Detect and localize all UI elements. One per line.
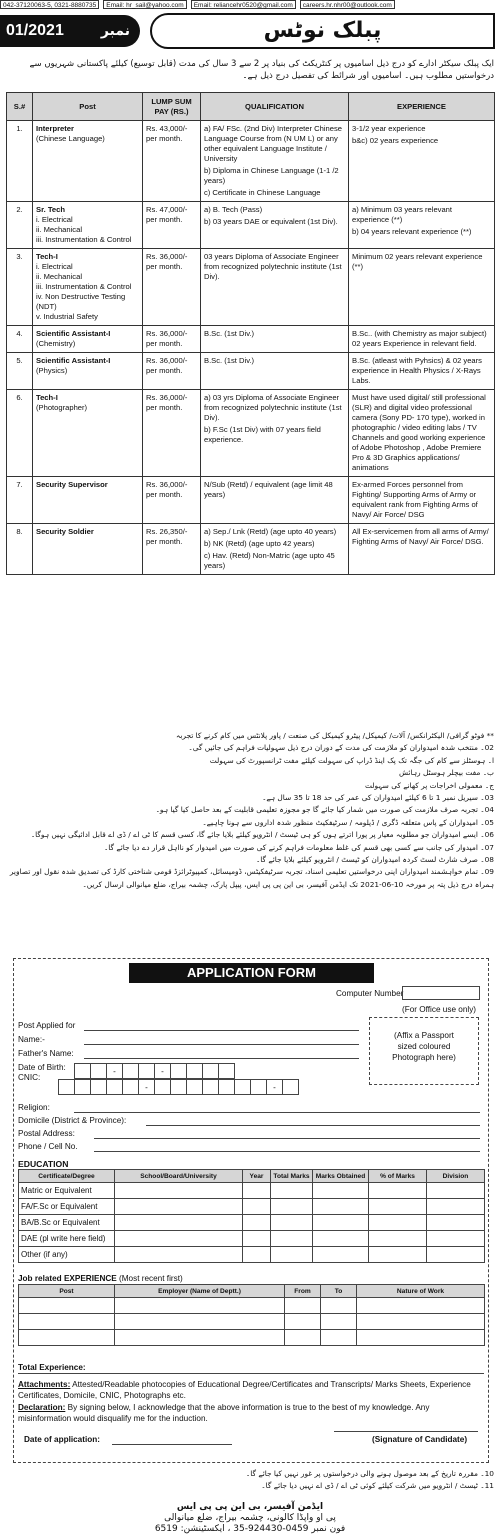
post-subline: iii. Instrumentation & Control: [36, 282, 132, 291]
note-line: 08۔ صرف شارٹ لسٹ کردہ امیدواران کو ٹیسٹ / انٹرویو کیلئے بلایا جائے گا۔: [255, 855, 494, 865]
experience-line: Ex-armed Forces personnel from Fighting/ Supporting Arms of Army or equivalent rank from Fighting Arms of Navy/ Air Force/ DSG: [352, 480, 478, 519]
qualification-line: a) B. Tech (Pass): [204, 205, 263, 214]
qualification-line: b) Diploma in Chinese Language (1-1 /2 years): [204, 166, 339, 185]
row-sn: 8.: [7, 524, 33, 575]
row-sn: 7.: [7, 477, 33, 524]
note-line: ب۔ مفت بیچلر ہوسٹل رہائش: [398, 768, 494, 778]
job-experience-note: (Most recent first): [119, 1274, 183, 1283]
cnic-label: CNIC:: [18, 1073, 41, 1082]
signature-label: (Signature of Candidate): [372, 1435, 468, 1444]
qualification-line: N/Sub (Retd) / equivalent (age limit 48 years): [204, 480, 333, 499]
experience-line: Minimum 02 years relevant experience (**): [352, 252, 483, 271]
row-experience: [349, 353, 495, 390]
education-cell[interactable]: [369, 1231, 427, 1247]
qualification-line: a) Sep./ Lnk (Retd) (age upto 40 years): [204, 527, 337, 536]
job-col: Nature of Work: [357, 1285, 485, 1298]
qualification-line: b) NK (Retd) (age upto 42 years): [204, 539, 315, 548]
education-cell[interactable]: [271, 1183, 313, 1199]
row-post: [33, 524, 143, 575]
post-subline: v. Industrial Safety: [36, 312, 98, 321]
post-subline: ii. Mechanical: [36, 272, 83, 281]
row-qualification: [201, 121, 349, 202]
application-form: [13, 958, 489, 1463]
contact-strip: [0, 0, 499, 9]
post-label: Post Applied for: [18, 1021, 76, 1030]
position-row: [7, 326, 495, 353]
footnotes-section: [6, 1468, 494, 1493]
education-cell[interactable]: [271, 1215, 313, 1231]
row-post: [33, 390, 143, 477]
row-post: [33, 202, 143, 249]
note-line: 06۔ ایسے امیدواران جو مطلوبہ معیار پر پورا اترتے ہوں کو ہی ٹیسٹ / انٹرویو کیلئے بلایا جائے گا، کسی قسم کا ٹی اے / ڈی اے قابل ادائیگی نہیں ہوگا۔: [30, 830, 494, 840]
education-title: EDUCATION: [18, 1159, 69, 1169]
declaration-paragraph: [18, 1402, 484, 1424]
photo-line-2: sized coloured: [397, 1042, 451, 1051]
row-pay: Rs. 36,000/- per month.: [143, 477, 201, 524]
row-sn: 6.: [7, 390, 33, 477]
job-row[interactable]: [19, 1330, 485, 1346]
job-row[interactable]: [19, 1298, 485, 1314]
education-degree: DAE (pl write here field): [19, 1231, 115, 1247]
qualification-line: B.Sc. (1st Div.): [204, 356, 255, 365]
row-pay: Rs. 43,000/- per month.: [143, 121, 201, 202]
row-post: [33, 477, 143, 524]
col-post: Post: [33, 93, 143, 121]
experience-line: b) 04 years relevant experience (**): [352, 227, 472, 236]
name-label: Name:-: [18, 1035, 45, 1044]
experience-line: All Ex-servicemen from all arms of Army/ Fighting Arms of Navy/ Air Force/ DSG.: [352, 527, 489, 546]
row-pay: Rs. 26,350/- per month.: [143, 524, 201, 575]
job-experience-title: [18, 1274, 183, 1284]
post-subline: (Physics): [36, 366, 68, 375]
experience-line: 3-1/2 year experience: [352, 124, 426, 133]
declaration-text: By signing below, I acknowledge that the above information is true to the best of my knowledge. Any misinformation would disqualify me for the induction.: [18, 1403, 430, 1423]
post-name: Tech-I: [36, 393, 58, 402]
job-col: To: [321, 1285, 357, 1298]
footnote-11: 11۔ ٹیسٹ / انٹرویو میں شرکت کیلئے کوئی ٹی اے / ڈی اے نہیں دیا جائے گا۔: [261, 1481, 494, 1491]
contact-email-3: careers.hr.nhr00@outlook.com: [300, 0, 395, 9]
note-line: 03۔ سیریل نمبر 1 تا 6 کیلئے امیدواران کی عمر کی حد 18 تا 35 سال ہے۔: [262, 793, 494, 803]
computer-number-label: Computer Number: [336, 989, 404, 998]
row-qualification: [201, 524, 349, 575]
row-post: [33, 249, 143, 326]
post-name: Scientific Assistant-I: [36, 329, 111, 338]
post-subline: iii. Instrumentation & Control: [36, 235, 132, 244]
attachments-label: Attachments:: [18, 1380, 71, 1389]
qualification-line: b) 03 years DAE or equivalent (1st Div).: [204, 217, 338, 226]
position-row: [7, 477, 495, 524]
qualification-line: c) Certificate in Chinese Language: [204, 188, 321, 197]
religion-field[interactable]: [74, 1112, 480, 1113]
education-cell[interactable]: [115, 1231, 243, 1247]
note-line: 05۔ امیدواران کے پاس متعلقہ ڈگری / ڈپلومہ / سرٹیفکیٹ منظور شدہ اداروں سے ہونا چاہیے۔: [202, 817, 494, 827]
education-cell[interactable]: [427, 1215, 485, 1231]
education-cell[interactable]: [115, 1199, 243, 1215]
experience-line: a) Minimum 03 years relevant experience (**): [352, 205, 453, 224]
date-of-application-label: Date of application:: [24, 1435, 100, 1444]
job-row[interactable]: [19, 1314, 485, 1330]
education-row[interactable]: [19, 1231, 485, 1247]
intro-text: ایک پبلک سیکٹر ادارے کو درج ذیل اسامیوں پر کنٹریکٹ کی بنیاد پر 2 سے 3 سال کی مدت (قابل توسیع) کیلئے پاکستانی شہریوں سے درخواستیں مطلوب ہیں۔ اسامیوں اور شرائط کی تفصیل درج ذیل ہے۔: [29, 59, 494, 81]
col-sn: S.#: [7, 93, 33, 121]
signature-field[interactable]: [334, 1431, 478, 1432]
qualification-line: B.Sc. (1st Div.): [204, 329, 255, 338]
row-sn: 1.: [7, 121, 33, 202]
post-subline: (Chemistry): [36, 339, 76, 348]
row-experience: [349, 202, 495, 249]
row-pay: Rs. 36,000/- per month.: [143, 390, 201, 477]
row-post: [33, 353, 143, 390]
office-title: ایڈمن آفیسر، بی این پی پی ایس: [176, 1502, 324, 1512]
row-post: [33, 121, 143, 202]
education-cell[interactable]: [115, 1183, 243, 1199]
education-cell[interactable]: [271, 1247, 313, 1263]
job-col: Employer (Name of Deptt.): [115, 1285, 285, 1298]
note-line: 09۔ تمام خواہشمند امیدواران اپنی درخواستیں تعلیمی اسناد، تجربہ سرٹیفکیٹس، ڈومیسائل، کمپیوٹرائزڈ قومی شناختی کارڈ کی تصدیق شدہ نقول اور تصاویر: [9, 867, 494, 877]
post-name: Scientific Assistant-I: [36, 356, 111, 365]
education-cell[interactable]: [313, 1231, 369, 1247]
education-cell[interactable]: [115, 1215, 243, 1231]
attachments-paragraph: [18, 1379, 484, 1401]
position-row: [7, 390, 495, 477]
education-cell[interactable]: [427, 1183, 485, 1199]
note-line: ہمراہ درج ذیل پتہ پر مورخہ 10-06-2021 تک ایڈمن آفیسر، بی این پی پی ایس، پیپل پارک، چشمہ بیراج، ضلع میانوالی ارسال کریں۔: [82, 879, 494, 889]
row-experience: [349, 326, 495, 353]
education-cell[interactable]: [369, 1199, 427, 1215]
education-row[interactable]: [19, 1215, 485, 1231]
date-of-application-field[interactable]: [112, 1444, 232, 1445]
note-line: 04۔ تجربہ صرف ملازمت کی صورت میں شمار کیا جائے گا جو مجوزہ تعلیمی قابلیت کے بعد حاصل کیا گیا ہو۔: [155, 805, 494, 815]
row-pay: Rs. 47,000/- per month.: [143, 202, 201, 249]
experience-line: Must have used digital/ still professional (SLR) and digital video professional camera (Sony PD- 170 type), worked in photographic / video editing labs / TV Channels and good working experience of Adobe Photoshop , Adobe Premiere Pro & 3D Graphics applications/ animations: [352, 393, 486, 472]
positions-table: [6, 92, 495, 575]
qualification-line: c) Hav. (Retd) Non-Matric (age upto 45 years): [204, 551, 335, 570]
dob-grid[interactable]: - -: [74, 1063, 235, 1079]
phone-field[interactable]: [94, 1151, 480, 1152]
qualification-line: a) 03 yrs Diploma of Associate Engineer from recognized polytechnic institute (1st Div).: [204, 393, 342, 422]
post-subline: i. Electrical: [36, 215, 73, 224]
post-name: Tech-I: [36, 252, 58, 261]
form-title: APPLICATION FORM: [129, 963, 374, 983]
education-cell[interactable]: [115, 1247, 243, 1263]
notes-section: [6, 730, 494, 891]
post-subline: i. Electrical: [36, 262, 73, 271]
education-cell[interactable]: [243, 1199, 271, 1215]
post-name: Interpreter: [36, 124, 74, 133]
qualification-line: 03 years Diploma of Associate Engineer from recognized polytechnic institute (1st Div).: [204, 252, 342, 281]
experience-line: b&c) 02 years experience: [352, 136, 439, 145]
position-row: [7, 249, 495, 326]
education-cell[interactable]: [313, 1183, 369, 1199]
note-line: ** فوٹو گرافی/ الیکٹرانکس/ آلات/ کیمیکل/ پیٹرو کیمیکل کی صنعت / پاور پلانٹس میں کام کرنے کا تجربہ: [176, 731, 494, 740]
note-line: ج۔ معمولی اخراجات پر کھانے کی سہولت: [365, 780, 494, 790]
post-subline: ii. Mechanical: [36, 225, 83, 234]
education-col: Certificate/Degree: [19, 1170, 115, 1183]
notice-number: 01/2021: [6, 22, 64, 39]
row-sn: 5.: [7, 353, 33, 390]
education-col: Marks Obtained: [313, 1170, 369, 1183]
footnote-10: 10۔ مقررہ تاریخ کے بعد موصول ہونے والی درخواستوں پر غور نہیں کیا جائے گا۔: [245, 1469, 494, 1478]
education-cell[interactable]: [243, 1215, 271, 1231]
job-experience-title-text: Job related EXPERIENCE: [18, 1274, 117, 1283]
dob-label: Date of Birth:: [18, 1063, 66, 1072]
education-col: Division: [427, 1170, 485, 1183]
notice-number-urdu: نمبر: [100, 23, 130, 39]
contact-email-2: Email: reliancehr0520@gmail.com: [191, 0, 296, 9]
education-table: [18, 1169, 485, 1263]
phone-label: Phone / Cell No.: [18, 1142, 78, 1151]
education-cell[interactable]: [313, 1247, 369, 1263]
education-header-row: [19, 1170, 485, 1183]
education-col: % of Marks: [369, 1170, 427, 1183]
education-col: School/Board/University: [115, 1170, 243, 1183]
row-post: [33, 326, 143, 353]
education-degree: Other (if any): [19, 1247, 115, 1263]
post-field[interactable]: [84, 1030, 359, 1031]
experience-line: B.Sc.. (with Chemistry as major subject) 02 years Experience in relevant field.: [352, 329, 487, 348]
education-degree: FA/F.Sc or Equivalent: [19, 1199, 115, 1215]
education-cell[interactable]: [427, 1231, 485, 1247]
education-row[interactable]: [19, 1247, 485, 1263]
row-experience: [349, 524, 495, 575]
education-cell[interactable]: [369, 1247, 427, 1263]
total-experience-label: Total Experience:: [18, 1363, 86, 1372]
job-experience-table: [18, 1284, 485, 1346]
row-qualification: [201, 390, 349, 477]
row-sn: 4.: [7, 326, 33, 353]
office-phone: فون نمبر 0459-924430-35 ، ایکسٹینشن: 6519: [154, 1524, 346, 1534]
education-row[interactable]: [19, 1199, 485, 1215]
row-experience: [349, 249, 495, 326]
education-col: Total Marks: [271, 1170, 313, 1183]
post-name: Security Supervisor: [36, 480, 108, 489]
post-name: Sr. Tech: [36, 205, 65, 214]
row-pay: Rs. 36,000/- per month.: [143, 326, 201, 353]
education-cell[interactable]: [313, 1199, 369, 1215]
col-pay: LUMP SUM PAY (RS.): [143, 93, 201, 121]
post-subline: iv. Non Destructive Testing (NDT): [36, 292, 126, 311]
education-cell[interactable]: [369, 1183, 427, 1199]
education-row[interactable]: [19, 1183, 485, 1199]
header-banner: [0, 11, 499, 51]
domicile-field[interactable]: [146, 1125, 480, 1126]
father-field[interactable]: [84, 1058, 359, 1059]
qualification-line: b) F.Sc (1st Div) with 07 years field experience.: [204, 425, 321, 444]
religion-label: Religion:: [18, 1103, 50, 1112]
cnic-grid[interactable]: - -: [58, 1079, 299, 1095]
domicile-label: Domicile (District & Province):: [18, 1116, 127, 1125]
father-label: Father's Name:: [18, 1049, 74, 1058]
table-header-row: [7, 93, 495, 121]
note-line: ا۔ ہوسٹلز سے کام کی جگہ تک پک اینڈ ڈراپ کی سہولت کیلئے مفت ٹرانسپورٹ کی سہولت: [209, 755, 494, 765]
education-cell[interactable]: [369, 1215, 427, 1231]
education-cell[interactable]: [243, 1183, 271, 1199]
notice-number-badge: [0, 15, 140, 47]
qualification-line: a) FA/ FSc. (2nd Div) Interpreter Chinese Language Course from (N UM L) or any other equivalent Language Institute / University: [204, 124, 343, 163]
declaration-label: Declaration:: [18, 1403, 66, 1412]
row-qualification: [201, 353, 349, 390]
row-experience: [349, 121, 495, 202]
address-field[interactable]: [94, 1138, 480, 1139]
education-cell[interactable]: [313, 1215, 369, 1231]
education-col: Year: [243, 1170, 271, 1183]
post-subline: (Chinese Language): [36, 134, 105, 143]
photo-line-3: Photograph here): [392, 1053, 456, 1062]
position-row: [7, 353, 495, 390]
education-cell[interactable]: [427, 1247, 485, 1263]
experience-line: B.Sc. (atleast with Pyhsics) & 02 years experience in Health Physics / X-Rays Labs.: [352, 356, 482, 385]
job-col: From: [285, 1285, 321, 1298]
position-row: [7, 202, 495, 249]
education-cell[interactable]: [243, 1231, 271, 1247]
note-line: 02۔ منتخب شدہ امیدواران کو ملازمت کی مدت کے دوران درج ذیل سہولیات فراہم کی جائیں گی۔: [188, 743, 494, 753]
row-qualification: [201, 477, 349, 524]
note-line: 07۔ امیدوار کی جانب سے کسی بھی قسم کی غلط معلومات فراہم کرنے کی صورت میں امیدوار کو نااہل قرار دے دیا جائے گا۔: [103, 842, 494, 852]
computer-number-box[interactable]: [402, 986, 480, 1000]
row-qualification: [201, 202, 349, 249]
row-pay: Rs. 36,000/- per month.: [143, 249, 201, 326]
contact-phone: 042-37120063-5, 0321-8880735: [0, 0, 99, 9]
row-pay: Rs. 36,000/- per month.: [143, 353, 201, 390]
contact-email-1: Email: hr_sail@yahoo.com: [103, 0, 186, 9]
row-qualification: [201, 249, 349, 326]
row-sn: 3.: [7, 249, 33, 326]
row-sn: 2.: [7, 202, 33, 249]
position-row: [7, 524, 495, 575]
position-row: [7, 121, 495, 202]
office-address-line: پی او واپڈا کالونی، چشمہ بیراج، ضلع میانوالی: [164, 1513, 336, 1523]
office-use-label: (For Office use only): [402, 1005, 477, 1014]
total-experience-field[interactable]: [18, 1373, 484, 1374]
post-name: Security Soldier: [36, 527, 94, 536]
education-cell[interactable]: [427, 1199, 485, 1215]
education-degree: BA/B.Sc or Equivalent: [19, 1215, 115, 1231]
address-label: Postal Address:: [18, 1129, 75, 1138]
name-field[interactable]: [84, 1044, 359, 1045]
education-degree: Matric or Equivalent: [19, 1183, 115, 1199]
job-col: Post: [19, 1285, 115, 1298]
row-qualification: [201, 326, 349, 353]
attachments-text: Attested/Readable photocopies of Educational Degree/Certificates and Transcripts/ Marks Sheets, Experience Certificates, Domicile, CNIC, Photographs etc.: [18, 1380, 471, 1400]
job-header-row: [19, 1285, 485, 1298]
office-address: [150, 1502, 350, 1534]
photo-box: [369, 1017, 479, 1085]
education-cell[interactable]: [271, 1199, 313, 1215]
public-notice-title: پبلک نوٹس: [150, 13, 495, 49]
education-cell[interactable]: [271, 1231, 313, 1247]
photo-line-1: (Affix a Passport: [394, 1031, 454, 1040]
post-subline: (Photographer): [36, 403, 88, 412]
education-cell[interactable]: [243, 1247, 271, 1263]
row-experience: [349, 390, 495, 477]
col-qualification: QUALIFICATION: [201, 93, 349, 121]
row-experience: [349, 477, 495, 524]
col-experience: EXPERIENCE: [349, 93, 495, 121]
